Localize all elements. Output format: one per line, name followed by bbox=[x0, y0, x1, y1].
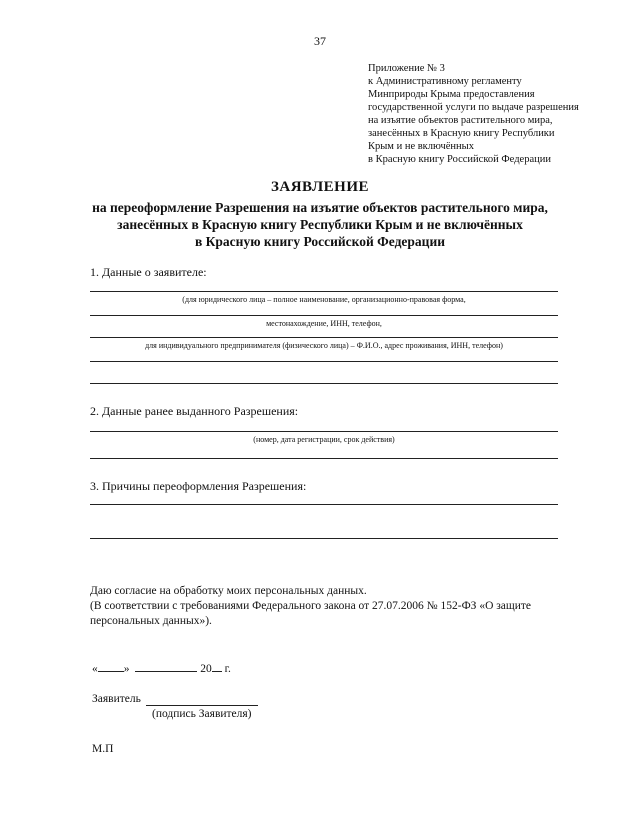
signature-label: Заявитель bbox=[92, 693, 141, 705]
section-applicant-label: 1. Данные о заявителе: bbox=[90, 265, 207, 279]
page-number: 37 bbox=[314, 34, 326, 48]
appendix-line: в Красную книгу Российской Федерации bbox=[368, 154, 551, 165]
applicant-hint: для индивидуального предпринимателя (физического лица) – Ф.И.О., адрес проживания, ИНН, телефон) bbox=[145, 341, 503, 350]
document-title: ЗАЯВЛЕНИЕ bbox=[270, 179, 370, 195]
subtitle-line: занесённых в Красную книгу Республики Крым и не включённых bbox=[117, 217, 523, 232]
year-suffix: г. bbox=[224, 663, 231, 675]
subtitle-line: на переоформление Разрешения на изъятие объектов растительного мира, bbox=[92, 200, 548, 215]
applicant-hint: (для юридического лица – полное наименование, организационно-правовая форма, bbox=[182, 295, 466, 304]
signature-hint: (подпись Заявителя) bbox=[152, 708, 252, 720]
signature-field-line[interactable] bbox=[146, 705, 258, 706]
section-reasons-label: 3. Причины переоформления Разрешения: bbox=[90, 479, 307, 493]
reasons-field-line[interactable] bbox=[90, 504, 558, 505]
applicant-field-line[interactable] bbox=[90, 291, 558, 292]
appendix-line: Крым и не включённых bbox=[368, 141, 474, 152]
year-blank[interactable] bbox=[212, 661, 222, 672]
date-open-quote: « bbox=[92, 663, 98, 675]
permit-hint: (номер, дата регистрации, срок действия) bbox=[253, 435, 395, 444]
month-blank[interactable] bbox=[135, 661, 197, 672]
applicant-field-line[interactable] bbox=[90, 361, 558, 362]
document-subtitle bbox=[60, 199, 580, 250]
date-close-quote: » bbox=[123, 663, 130, 675]
permit-field-line[interactable] bbox=[90, 458, 558, 459]
year-prefix: 20 bbox=[200, 663, 212, 675]
appendix-note bbox=[368, 62, 628, 166]
consent-text bbox=[90, 584, 570, 629]
stamp-placeholder: М.П bbox=[92, 743, 114, 755]
reasons-field-line[interactable] bbox=[90, 538, 558, 539]
consent-line: Даю согласие на обработку моих персональных данных. bbox=[90, 585, 367, 597]
appendix-line: Приложение № 3 bbox=[368, 63, 445, 74]
permit-field-line[interactable] bbox=[90, 431, 558, 432]
appendix-line: к Административному регламенту bbox=[368, 76, 522, 87]
appendix-line: занесённых в Красную книгу Республики bbox=[368, 128, 555, 139]
appendix-line: государственной услуги по выдаче разрешения bbox=[368, 102, 579, 113]
appendix-line: на изъятие объектов растительного мира, bbox=[368, 115, 553, 126]
applicant-field-line[interactable] bbox=[90, 315, 558, 316]
applicant-hint: местонахождение, ИНН, телефон, bbox=[266, 319, 382, 328]
consent-law-reference: (В соответствии с требованиями Федерального закона от 27.07.2006 № 152-ФЗ «О защите персональных данных»). bbox=[90, 600, 532, 627]
section-permit-label: 2. Данные ранее выданного Разрешения: bbox=[90, 404, 299, 418]
day-blank[interactable] bbox=[98, 661, 124, 672]
applicant-field-line[interactable] bbox=[90, 337, 558, 338]
applicant-field-line[interactable] bbox=[90, 383, 558, 384]
appendix-line: Минприроды Крыма предоставления bbox=[368, 89, 535, 100]
subtitle-line: в Красную книгу Российской Федерации bbox=[194, 234, 446, 249]
date-line bbox=[92, 661, 231, 677]
